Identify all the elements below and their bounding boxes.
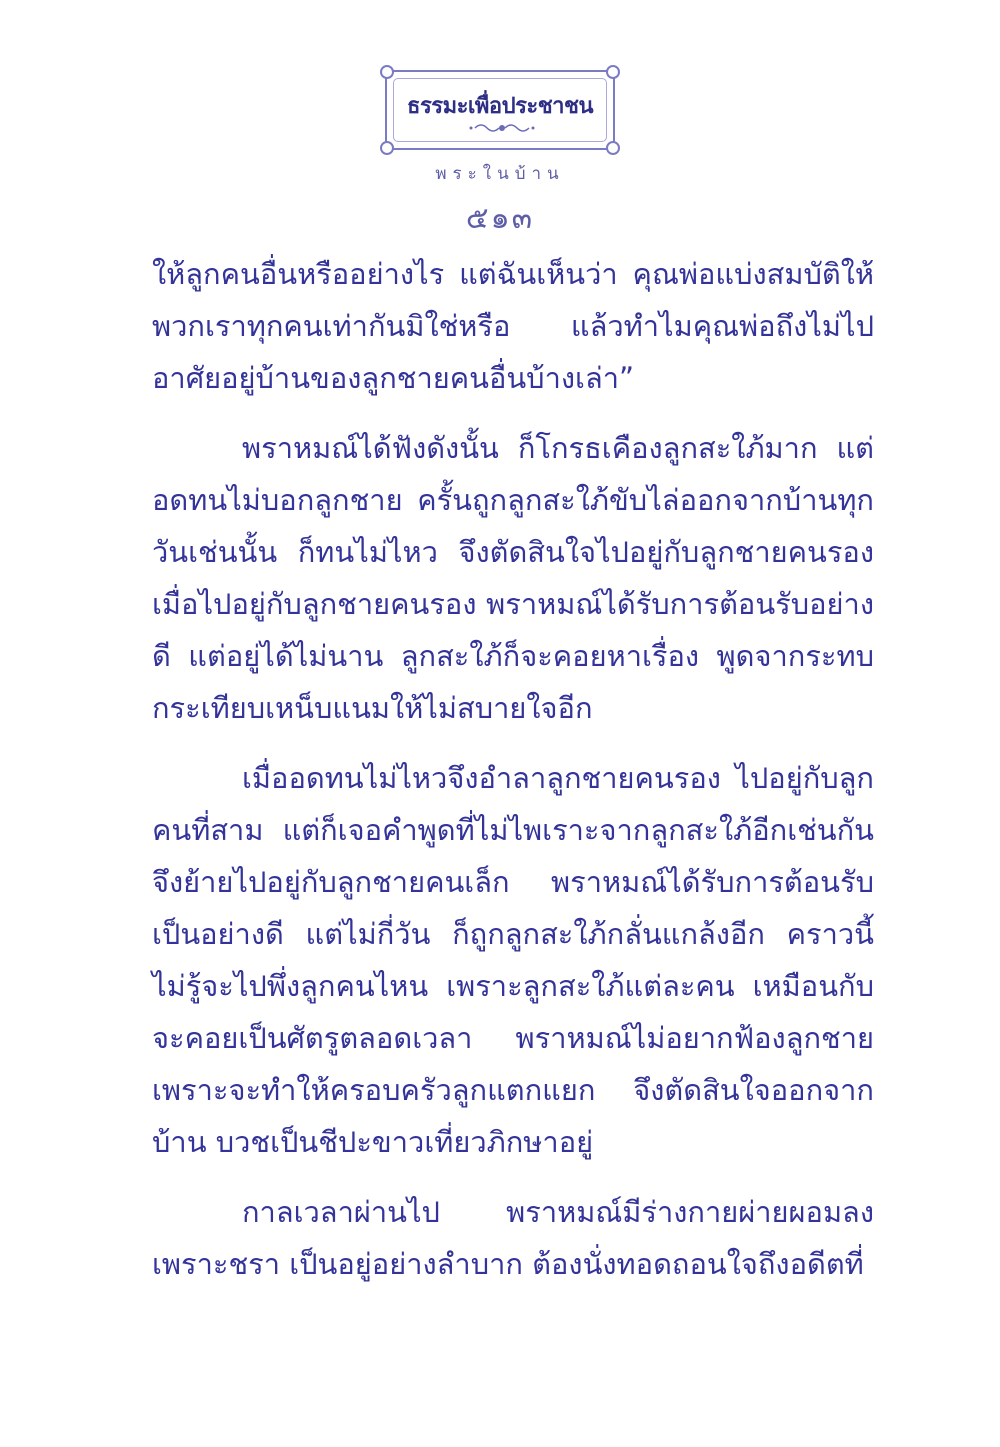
- page-number: ๕๑๓: [465, 201, 535, 236]
- corner-ornament-icon: [380, 65, 394, 79]
- flourish-ornament-icon: [387, 120, 613, 134]
- body-text: [152, 248, 874, 1308]
- corner-ornament-icon: [380, 141, 394, 155]
- paragraph: เมื่ออดทนไม่ไหวจึงอำลาลูกชายคนรอง ไปอยู่กับลูกคนที่สาม แต่ก็เจอคำพูดที่ไม่ไพเราะจากลูกสะใภ้อีกเช่นกัน จึงย้ายไปอยู่กับลูกชายคนเล็ก พราหมณ์ได้รับการต้อนรับเป็นอย่างดี แต่ไม่กี่วัน ก็ถูกลูกสะใภ้กลั่นแกล้งอีก คราวนี้ไม่รู้จะไปพึ่งลูกคนไหน เพราะลูกสะใภ้แต่ละคน เหมือนกับจะคอยเป็นศัตรูตลอดเวลา พราหมณ์ไม่อยากฟ้องลูกชาย เพราะจะทำให้ครอบครัวลูกแตกแยก จึงตัดสินใจออกจากบ้าน บวชเป็นชีปะขาวเที่ยวภิกษาอยู่: [152, 761, 874, 1159]
- corner-ornament-icon: [606, 65, 620, 79]
- logo-title: ธรรมะเพื่อประชาชน: [407, 94, 593, 119]
- chapter-title: พระในบ้าน: [435, 164, 565, 184]
- paragraph: กาลเวลาผ่านไป พราหมณ์มีร่างกายผ่ายผอมลงเพราะชรา เป็นอยู่อย่างลำบาก ต้องนั่งทอดถอนใจถึงอดีตที่: [152, 1195, 874, 1281]
- corner-ornament-icon: [606, 141, 620, 155]
- page-header: [0, 70, 1000, 242]
- paragraph: ให้ลูกคนอื่นหรืออย่างไร แต่ฉันเห็นว่า คุณพ่อแบ่งสมบัติให้พวกเราทุกคนเท่ากันมิใช่หรือ แล้วทำไมคุณพ่อถึงไม่ไปอาศัยอยู่บ้านของลูกชายคนอื่นบ้างเล่า”: [152, 257, 874, 395]
- logo-frame: [385, 70, 615, 150]
- paragraph: พราหมณ์ได้ฟังดังนั้น ก็โกรธเคืองลูกสะใภ้มาก แต่อดทนไม่บอกลูกชาย ครั้นถูกลูกสะใภ้ขับไล่ออกจากบ้านทุกวันเช่นนั้น ก็ทนไม่ไหว จึงตัดสินใจไปอยู่กับลูกชายคนรอง เมื่อไปอยู่กับลูกชายคนรอง พราหมณ์ได้รับการต้อนรับอย่างดี แต่อยู่ได้ไม่นาน ลูกสะใภ้ก็จะคอยหาเรื่อง พูดจากระทบกระเทียบเหน็บแนมให้ไม่สบายใจอีก: [152, 431, 874, 725]
